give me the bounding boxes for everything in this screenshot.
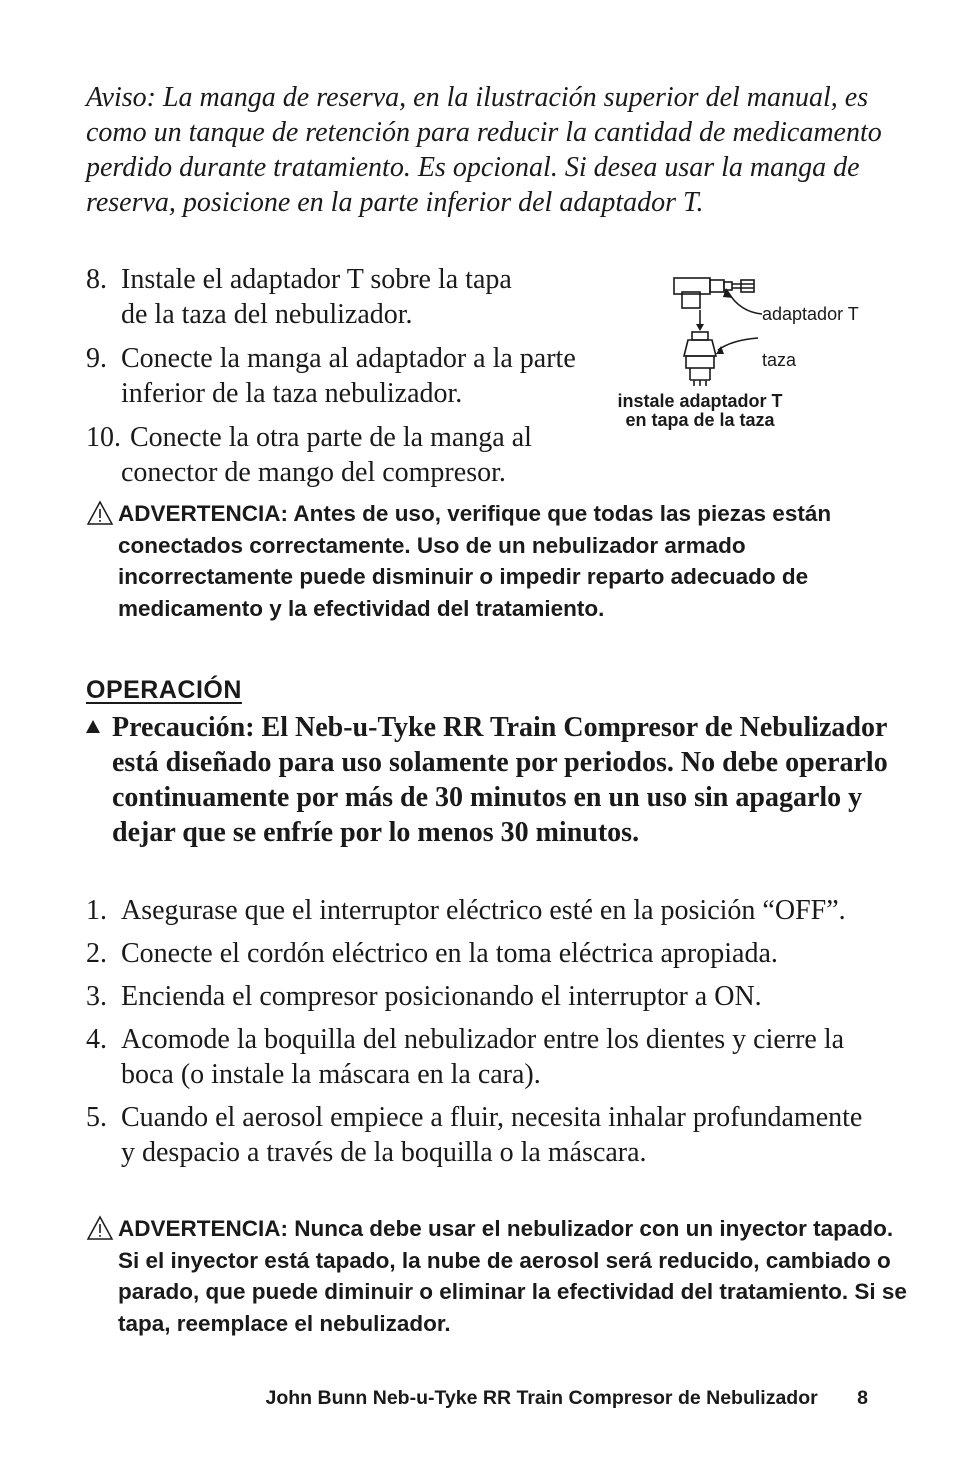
caption-line: en tapa de la taza xyxy=(625,410,775,430)
section-heading: OPERACIÓN xyxy=(86,676,242,704)
warning-text: ADVERTENCIA: Nunca debe usar el nebulizador con un inyector tapado. Si el inyector está tapado, la nube de aerosol será reducido, cambiado o parado, que puede diminuir o eliminar la efectividad del tratamiento. Si se tapa, reemplace el nebulizador. xyxy=(118,1216,907,1336)
list-item xyxy=(86,893,876,928)
step-text: Asegurase que el interruptor eléctrico esté en la posición “OFF”. xyxy=(121,895,846,926)
list-item xyxy=(86,979,876,1014)
step-number: 2. xyxy=(86,938,107,969)
step-number: 8. xyxy=(86,264,107,295)
warning-block xyxy=(86,1213,908,1339)
step-text: Conecte la manga al adaptador a la parte inferior de la taza nebulizador. xyxy=(121,343,576,409)
step-text: Conecte el cordón eléctrico en la toma eléctrica apropiada. xyxy=(121,938,778,969)
step-number: 3. xyxy=(86,981,107,1012)
caution-text: Precaución: El Neb-u-Tyke RR Train Compresor de Nebulizador está diseñado para uso solamente por periodos. No debe operarlo continuamente por más de 30 minutos en un uso sin apagarlo y dejar que se enfríe por lo menos 30 minutos. xyxy=(112,712,888,848)
warning-triangle-icon xyxy=(86,1215,114,1241)
assembly-steps xyxy=(86,262,686,499)
page-number: 8 xyxy=(857,1387,868,1409)
warning-block xyxy=(86,498,908,624)
cup-label: taza xyxy=(762,350,797,370)
caution-block xyxy=(86,710,902,850)
caution-triangle-icon xyxy=(86,720,100,733)
diagram-caption xyxy=(600,392,800,430)
t-adapter-diagram xyxy=(600,268,890,438)
warning-triangle-icon xyxy=(86,500,114,526)
step-number: 1. xyxy=(86,895,107,926)
step-text: Encienda el compresor posicionando el interruptor a ON. xyxy=(121,981,762,1012)
step-number: 10. xyxy=(86,422,121,453)
adapter-label: adaptador T xyxy=(762,304,859,324)
step-text: Cuando el aerosol empiece a fluir, necesita inhalar profundamente y despacio a través de la boquilla o la máscara. xyxy=(121,1102,863,1168)
list-item xyxy=(86,341,686,411)
step-text: Conecte la otra parte de la manga al conector de mango del compresor. xyxy=(121,422,532,488)
list-item xyxy=(86,936,876,971)
list-item xyxy=(86,262,686,332)
list-item xyxy=(86,1100,876,1170)
list-item xyxy=(86,1022,876,1092)
notice-paragraph: Aviso: La manga de reserva, en la ilustración superior del manual, es como un tanque de retención para reducir la cantidad de medicamento perdido durante tratamiento. Es opcional. Si desea usar la manga de reserva, posicione en la parte inferior del adaptador T. xyxy=(86,82,882,218)
footer-title: John Bunn Neb-u-Tyke RR Train Compresor de Nebulizador xyxy=(265,1387,818,1409)
step-number: 5. xyxy=(86,1102,107,1133)
step-number: 9. xyxy=(86,343,107,374)
caption-line: instale adaptador T xyxy=(617,391,783,411)
warning-text: ADVERTENCIA: Antes de uso, verifique que todas las piezas están conectados correctamente. Uso de un nebulizador armado incorrectamente puede disminuir o impedir reparto adecuado de medicamento y la efectividad del tratamiento. xyxy=(118,501,832,621)
t-adapter-illustration xyxy=(600,268,780,393)
step-text: Instale el adaptador T sobre la tapa de la taza del nebulizador. xyxy=(121,264,512,330)
page-footer xyxy=(86,1386,868,1410)
step-text: Acomode la boquilla del nebulizador entre los dientes y cierre la boca (o instale la máscara en la cara). xyxy=(121,1024,845,1090)
operation-steps xyxy=(86,893,876,1178)
step-number: 4. xyxy=(86,1024,107,1055)
list-item xyxy=(86,420,686,490)
